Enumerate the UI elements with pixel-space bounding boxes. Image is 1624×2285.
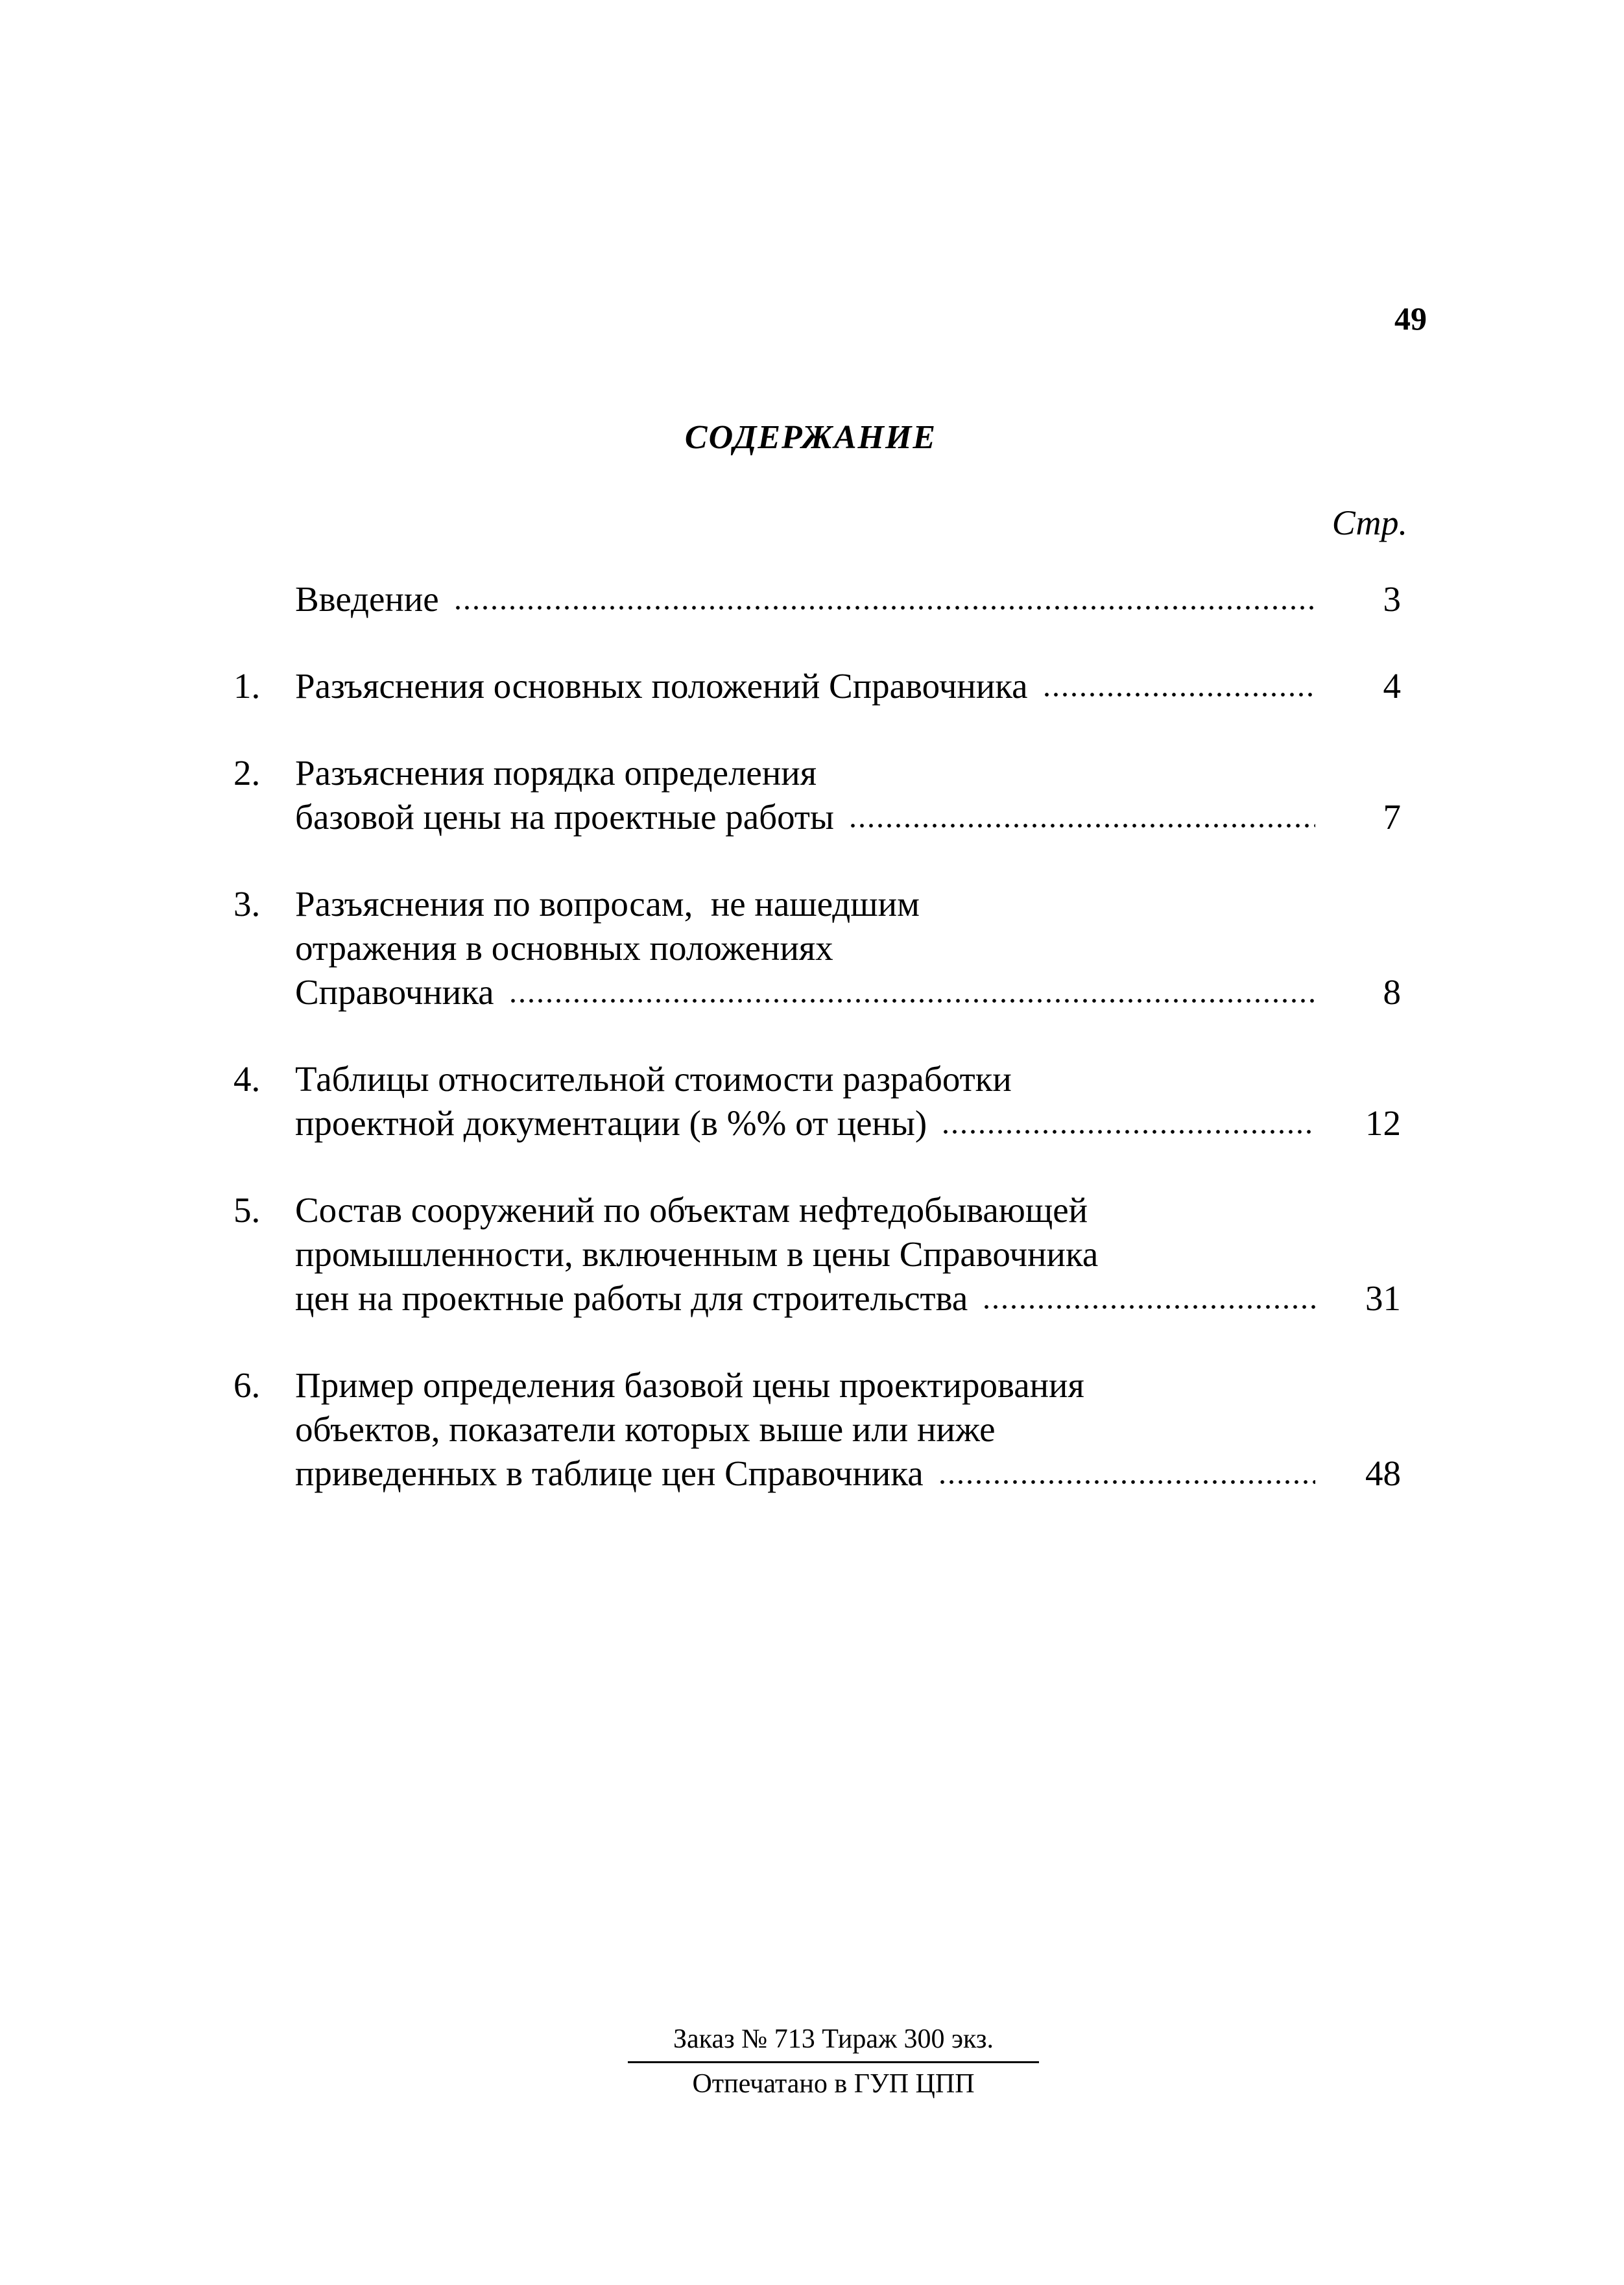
toc-entry-page: 7 — [1383, 797, 1401, 837]
toc-entry-number: 2. — [233, 753, 261, 793]
toc-entry-line: Состав сооружений по объектам нефтедобывающей — [295, 1190, 1088, 1230]
toc-entry — [233, 1188, 1401, 1321]
toc-entry — [233, 664, 1401, 708]
toc-entry — [233, 1057, 1401, 1145]
toc-entry-line: Справочника — [295, 972, 494, 1012]
toc-entry-line: приведенных в таблице цен Справочника — [295, 1454, 924, 1493]
page-number: 49 — [1394, 300, 1427, 337]
toc-entry-line: Разъяснения порядка определения — [295, 753, 817, 793]
toc-entry-line: базовой цены на проектные работы — [295, 797, 834, 837]
toc-entry — [233, 882, 1401, 1014]
toc-entry-line: проектной документации (в %% от цены) — [295, 1103, 927, 1143]
toc-entry-page: 3 — [1383, 579, 1401, 619]
dot-leader — [453, 599, 1315, 612]
toc-entry-text — [295, 882, 1401, 1014]
toc-title: СОДЕРЖАНИЕ — [684, 419, 937, 456]
toc-entry-line: Разъяснения основных положений Справочника — [295, 666, 1028, 706]
toc-entry — [233, 1363, 1401, 1496]
toc-entry-line: Пример определения базовой цены проектирования — [295, 1365, 1084, 1405]
toc-entry-line: Введение — [295, 579, 439, 619]
imprint-printed-by: Отпечатано в ГУП ЦПП — [692, 2069, 975, 2099]
toc-entry-line: Разъяснения по вопросам, не нашедшим — [295, 884, 920, 924]
toc-entry-line: объектов, показатели которых выше или ниже — [295, 1409, 996, 1449]
toc-entry-number: 1. — [233, 666, 261, 706]
toc-entry-text — [295, 577, 1401, 621]
toc-entry-line: промышленности, включенным в цены Справочника — [295, 1234, 1099, 1274]
toc-entry-number: 5. — [233, 1190, 261, 1230]
toc-entry-line: цен на проектные работы для строительства — [295, 1278, 968, 1318]
toc-entry-line: Таблицы относительной стоимости разработки — [295, 1059, 1012, 1099]
imprint — [623, 2024, 1044, 2100]
page-column-label: Стр. — [1331, 503, 1407, 542]
toc-entry-text — [295, 664, 1401, 708]
dot-leader — [1042, 686, 1315, 699]
imprint-divider — [628, 2061, 1039, 2063]
toc-entry — [233, 751, 1401, 839]
dot-leader — [508, 992, 1315, 1005]
toc-entry-text — [295, 1188, 1401, 1321]
toc-entry-text — [295, 751, 1401, 839]
dot-leader — [982, 1298, 1315, 1311]
toc-entry-number: 3. — [233, 884, 261, 924]
dot-leader — [938, 1474, 1315, 1487]
toc-entry-page: 8 — [1383, 972, 1401, 1012]
toc-entry-page: 48 — [1365, 1454, 1401, 1493]
imprint-order: Заказ № 713 Тираж 300 экз. — [673, 2024, 994, 2054]
table-of-contents — [233, 577, 1401, 1538]
toc-entry-number: 6. — [233, 1365, 261, 1405]
toc-entry-text — [295, 1363, 1401, 1496]
toc-entry-number: 4. — [233, 1059, 261, 1099]
toc-entry-line: отражения в основных положениях — [295, 928, 833, 968]
toc-entry-page: 12 — [1365, 1103, 1401, 1143]
dot-leader — [848, 817, 1315, 830]
dot-leader — [941, 1123, 1315, 1136]
toc-entry-page: 31 — [1365, 1278, 1401, 1318]
toc-entry-page: 4 — [1383, 666, 1401, 706]
toc-entry-text — [295, 1057, 1401, 1145]
toc-entry — [233, 577, 1401, 621]
